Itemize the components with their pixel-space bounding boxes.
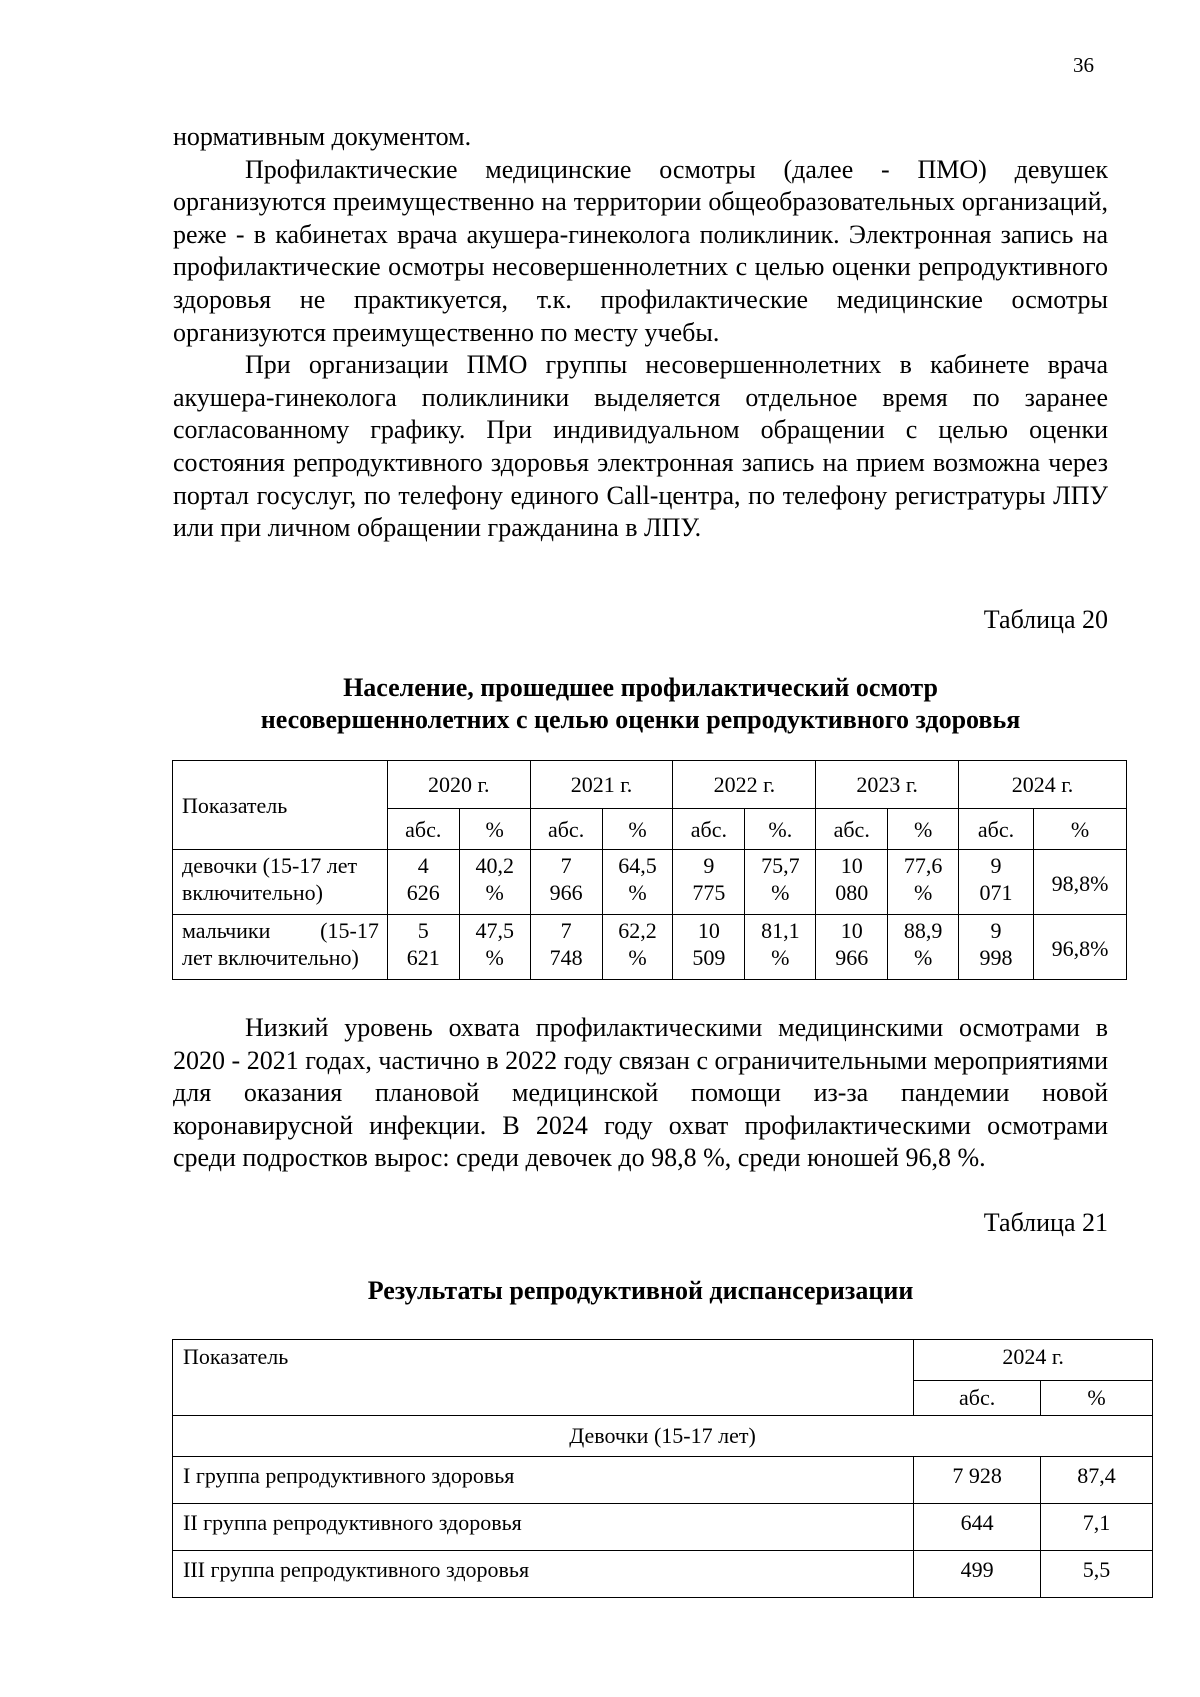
paragraph-0: нормативным документом.: [173, 122, 472, 151]
table-row: [173, 1551, 1153, 1598]
cell-line: 509: [692, 945, 726, 970]
table-row: [173, 1504, 1153, 1551]
table-20-row-label: [173, 850, 388, 915]
table-21-indicator-header: Показатель: [173, 1340, 914, 1416]
table-20-cell: [816, 850, 888, 915]
table-20-subheader: %: [888, 809, 959, 850]
table-20-row-boys: [173, 915, 1127, 980]
table-21-row-label: II группа репродуктивного здоровья: [173, 1504, 914, 1551]
cell-line: 748: [549, 945, 583, 970]
table-20-cell: 96,8%: [1033, 915, 1126, 980]
cell-line: 966: [549, 880, 583, 905]
cell-line: %: [485, 945, 504, 970]
cell-line: 9: [990, 918, 1002, 943]
paragraph-1: Профилактические медицинские осмотры (далее - ПМО) девушек организуются преимущественно на территории общеобразовательных организаций, реже - в кабинетах врача акушера-гинеколога поликлиник. Электронная запись на профилактические осмотры несовершеннолетних с целью оценки репродуктивного здоровья не практикуется, т.к. профилактические медицинские осмотры организуются преимущественно по месту учебы.: [173, 154, 1108, 347]
cell-line: %: [913, 945, 933, 970]
cell-line: 47,5: [475, 918, 514, 943]
table-20-header-row: [173, 761, 1127, 809]
table-20-subheader: абс.: [816, 809, 888, 850]
cell-line: 4: [417, 853, 429, 878]
table-20-subheader: %: [602, 809, 673, 850]
table-20-row-girls: [173, 850, 1127, 915]
row-label-line: лет включительно): [182, 945, 359, 970]
table-21-section-row: [173, 1416, 1153, 1457]
table-20-cell: [530, 850, 602, 915]
cell-line: 9: [990, 853, 1002, 878]
body-text-top: [173, 121, 1108, 545]
table-row: [173, 1457, 1153, 1504]
table-20-cell: [459, 850, 530, 915]
table-20-cell: [673, 915, 745, 980]
cell-line: 10: [840, 918, 863, 943]
cell-line: %: [628, 880, 647, 905]
cell-line: 080: [835, 880, 869, 905]
row-label-word: (15-17: [320, 918, 379, 943]
table-20-subheader: абс.: [959, 809, 1034, 850]
table-20-year-header: 2021 г.: [530, 761, 673, 809]
table-20-title-line-2: несовершеннолетних с целью оценки репродуктивного здоровья: [260, 705, 1021, 734]
table-21-abs: 644: [914, 1504, 1041, 1551]
table-20-subheader: %: [1033, 809, 1126, 850]
table-20-label: Таблица 20: [983, 605, 1108, 634]
table-20-cell: [530, 915, 602, 980]
table-20-year-header: 2020 г.: [387, 761, 530, 809]
paragraph-3: Низкий уровень охвата профилактическими медицинскими осмотрами в 2020 - 2021 годах, частично в 2022 году связан с ограничительными мероприятиями для оказания плановой медицинской помощи из-за пандемии новой коронавирусной инфекции. В 2024 году охват профилактическими осмотрами среди подростков вырос: среди девочек до 98,8 %, среди юношей 96,8 %.: [173, 1013, 1108, 1173]
cell-line: 40,2: [475, 853, 514, 878]
table-21-row-label: III группа репродуктивного здоровья: [173, 1551, 914, 1598]
table-21: [172, 1339, 1153, 1598]
table-20-cell: [387, 850, 459, 915]
cell-line: 64,5: [618, 853, 657, 878]
cell-line: 7: [560, 918, 572, 943]
row-label-line: [182, 917, 387, 944]
table-20-cell: [602, 850, 673, 915]
table-21-label: Таблица 21: [983, 1208, 1108, 1237]
cell-line: 071: [979, 880, 1013, 905]
table-20-cell: [673, 850, 745, 915]
cell-line: 10: [840, 853, 863, 878]
cell-line: %: [771, 880, 790, 905]
cell-line: %: [485, 880, 504, 905]
table-20-cell: [959, 915, 1034, 980]
row-label-line: включительно): [182, 880, 323, 905]
cell-line: 77,6: [903, 853, 943, 878]
page-number: 36: [1073, 53, 1094, 77]
table-20-subheader: %: [459, 809, 530, 850]
row-label-line: девочки (15-17 лет: [182, 853, 358, 878]
table-21-title: Результаты репродуктивной диспансеризации: [367, 1276, 914, 1305]
cell-line: 7: [560, 853, 572, 878]
body-text-middle: [173, 1012, 1108, 1175]
cell-line: %: [628, 945, 647, 970]
table-20: [172, 760, 1127, 980]
table-20-cell: [888, 850, 959, 915]
table-20-cell: [745, 850, 816, 915]
table-20-title-line-1: Население, прошедшее профилактический осмотр: [343, 673, 938, 702]
table-21-subheader-abs: абс.: [914, 1381, 1041, 1416]
cell-line: 966: [835, 945, 869, 970]
table-20-title: [173, 672, 1108, 736]
table-20-cell: [459, 915, 530, 980]
cell-line: 9: [703, 853, 715, 878]
cell-line: 775: [692, 880, 726, 905]
table-20-cell: 98,8%: [1033, 850, 1126, 915]
table-21-row-label: I группа репродуктивного здоровья: [173, 1457, 914, 1504]
table-20-subheader: %.: [745, 809, 816, 850]
cell-line: 10: [697, 918, 720, 943]
table-21-subheader-pct: %: [1041, 1381, 1153, 1416]
table-20-year-header: 2024 г.: [959, 761, 1127, 809]
table-20-cell: [888, 915, 959, 980]
table-20-year-header: 2022 г.: [673, 761, 816, 809]
table-20-subheader: абс.: [673, 809, 745, 850]
cell-line: 998: [979, 945, 1013, 970]
table-21-year-header: 2024 г.: [914, 1340, 1153, 1381]
table-20-indicator-header: Показатель: [173, 761, 388, 850]
cell-line: 5: [417, 918, 429, 943]
table-21-header-row: [173, 1340, 1153, 1381]
cell-line: 626: [406, 880, 440, 905]
table-21-pct: 5,5: [1041, 1551, 1153, 1598]
table-20-year-header: 2023 г.: [816, 761, 959, 809]
table-21-pct: 7,1: [1041, 1504, 1153, 1551]
table-20-cell: [745, 915, 816, 980]
table-20-row-label: [173, 915, 388, 980]
cell-line: 81,1: [761, 918, 800, 943]
cell-line: 621: [406, 945, 440, 970]
table-21-abs: 499: [914, 1551, 1041, 1598]
cell-line: 75,7: [761, 853, 800, 878]
table-20-cell: [602, 915, 673, 980]
cell-line: %: [913, 880, 933, 905]
table-21-section-label: Девочки (15-17 лет): [173, 1416, 1153, 1457]
table-20-cell: [959, 850, 1034, 915]
paragraph-2: При организации ПМО группы несовершеннолетних в кабинете врача акушера-гинеколога поликлиники выделяется отдельное время по заранее согласованному графику. При индивидуальном обращении с целью оценки состояния репродуктивного здоровья электронная запись на прием возможна через портал госуслуг, по телефону единого Call-центра, по телефону регистратуры ЛПУ или при личном обращении гражданина в ЛПУ.: [173, 350, 1108, 543]
table-20-subheader: абс.: [387, 809, 459, 850]
table-20-cell: [387, 915, 459, 980]
table-20-subheader: абс.: [530, 809, 602, 850]
table-21-pct: 87,4: [1041, 1457, 1153, 1504]
cell-line: 88,9: [903, 918, 943, 943]
cell-line: 62,2: [618, 918, 657, 943]
row-label-word: мальчики: [182, 918, 271, 943]
table-21-abs: 7 928: [914, 1457, 1041, 1504]
table-20-cell: [816, 915, 888, 980]
cell-line: %: [771, 945, 790, 970]
